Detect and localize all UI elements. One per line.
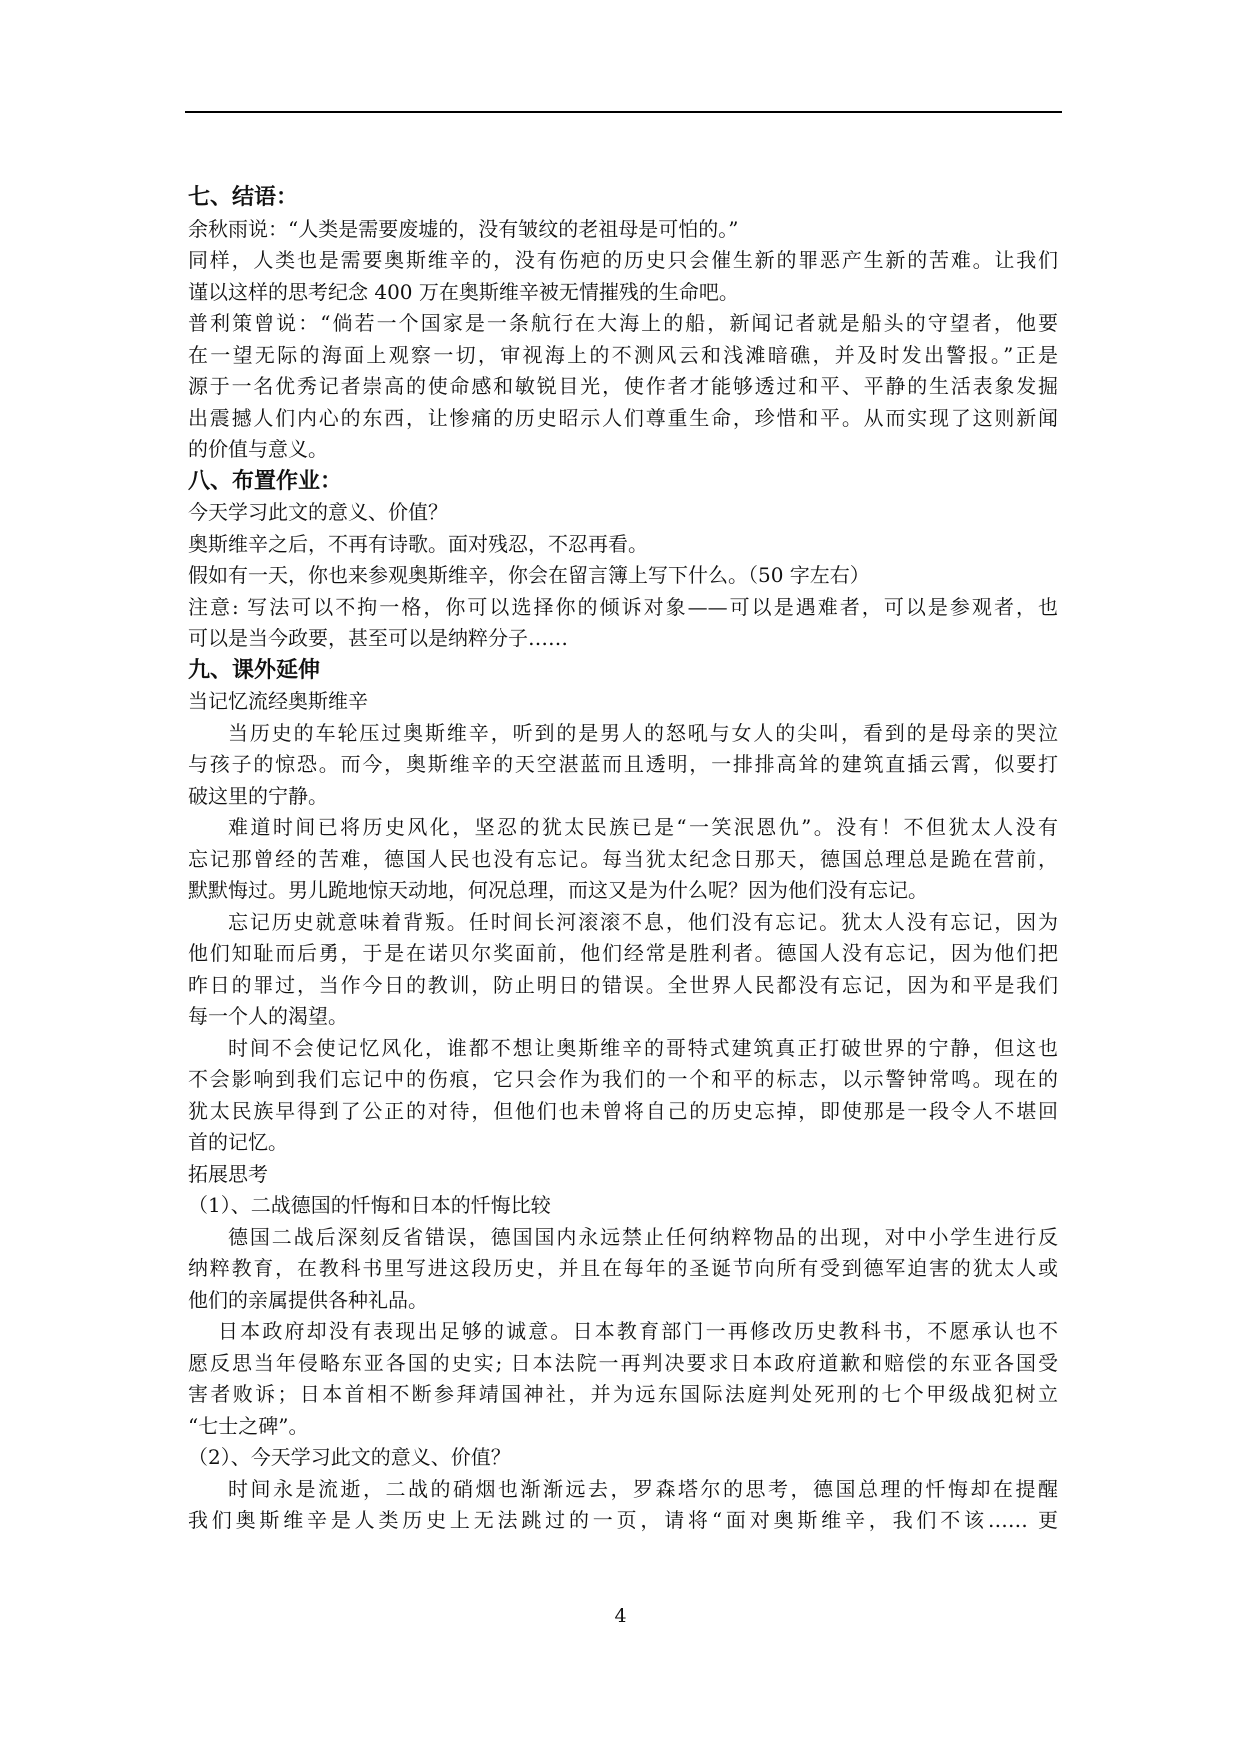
text-line: 日本政府却没有表现出足够的诚意。日本教育部门一再修改历史教科书，不愿承认也不	[218, 1319, 1058, 1343]
text-line: 他们的亲属提供各种礼品。	[188, 1287, 428, 1312]
text-line: 时间不会使记忆风化，谁都不想让奥斯维辛的哥特式建筑真正打破世界的宁静，但这也	[228, 1035, 1058, 1060]
section-heading: 七、结语：	[188, 185, 299, 210]
text-line: 在一望无际的海面上观察一切，审视海上的不测风云和浅滩暗礁，并及时发出警报。”正是	[188, 342, 1058, 367]
header-rule	[185, 111, 1062, 113]
text-line: 难道时间已将历史风化，坚忍的犹太民族已是“一笑泯恩仇”。没有！不但犹太人没有	[228, 815, 1058, 839]
text-line: 犹太民族早得到了公正的对待，但他们也未曾将自己的历史忘掉，即使那是一段令人不堪回	[188, 1098, 1058, 1123]
text-line: 注意: 写法可以不拘一格，你可以选择你的倾诉对象——可以是遇难者，可以是参观者，也	[188, 594, 1058, 619]
text-line: 忘记那曾经的苦难，德国人民也没有忘记。每当犹太纪念日那天，德国总理总是跪在营前，	[188, 846, 1058, 871]
text-line: 忘记历史就意味着背叛。任时间长河滚滚不息，他们没有忘记。犹太人没有忘记，因为	[228, 909, 1058, 934]
text-line: 与孩子的惊恐。而今，奥斯维辛的天空湛蓝而且透明，一排排高耸的建筑直插云霄，似要打	[188, 752, 1058, 776]
text-line: 愿反思当年侵略东亚各国的史实; 日本法院一再判决要求日本政府道歉和赔偿的东亚各国受	[188, 1350, 1058, 1375]
section-heading: 八、布置作业：	[188, 468, 343, 494]
section-heading: 九、课外延伸	[188, 657, 321, 683]
text-line: 假如有一天，你也来参观奥斯维辛，你会在留言簿上写下什么。（50 字左右）	[188, 563, 870, 587]
text-line: “七士之碑”。	[188, 1413, 309, 1438]
page-number: 4	[614, 1605, 627, 1627]
text-line: 今天学习此文的意义、价值？	[188, 500, 448, 524]
text-line: 他们知耻而后勇，于是在诺贝尔奖面前，他们经常是胜利者。德国人没有忘记，因为他们把	[188, 941, 1058, 965]
text-line: 破这里的宁静。	[188, 783, 328, 808]
text-line: 纳粹教育，在教科书里写进这段历史，并且在每年的圣诞节向所有受到德军迫害的犹太人或	[188, 1256, 1058, 1280]
text-line: 我们奥斯维辛是人类历史上无法跳过的一页，请将“面对奥斯维辛，我们不该…… 更	[188, 1508, 1058, 1532]
text-line: 的价值与意义。	[188, 437, 328, 461]
text-line: 首的记忆。	[188, 1130, 288, 1154]
text-line: 每一个人的渴望。	[188, 1004, 348, 1028]
text-line: 余秋雨说：“人类是需要废墟的，没有皱纹的老祖母是可怕的。”	[188, 216, 739, 241]
text-line: （1）、二战德国的忏悔和日本的忏悔比较	[188, 1193, 551, 1217]
text-line: 当记忆流经奥斯维辛	[188, 689, 368, 713]
document-body	[188, 182, 1058, 1537]
text-line: 拓展思考	[188, 1161, 268, 1186]
text-line: 当历史的车轮压过奥斯维辛，听到的是男人的怒吼与女人的尖叫，看到的是母亲的哭泣	[228, 720, 1058, 745]
text-line: 谨以这样的思考纪念 400 万在奥斯维辛被无情摧残的生命吧。	[188, 279, 739, 304]
text-line: 害者败诉；日本首相不断参拜靖国神社，并为远东国际法庭判处死刑的七个甲级战犯树立	[188, 1382, 1058, 1406]
text-line: 普利策曾说：“倘若一个国家是一条航行在大海上的船，新闻记者就是船头的守望者，他要	[188, 311, 1058, 335]
text-line: 时间永是流逝，二战的硝烟也渐渐远去，罗森塔尔的思考，德国总理的忏悔却在提醒	[228, 1476, 1058, 1501]
text-line: 不会影响到我们忘记中的伤痕，它只会作为我们的一个和平的标志，以示警钟常鸣。现在的	[188, 1067, 1058, 1091]
text-line: （2）、今天学习此文的意义、价值？	[188, 1445, 511, 1469]
text-line: 可以是当今政要，甚至可以是纳粹分子……	[188, 626, 568, 650]
text-line: 奥斯维辛之后，不再有诗歌。面对残忍，不忍再看。	[188, 531, 648, 556]
text-line: 同样，人类也是需要奥斯维辛的，没有伤疤的历史只会催生新的罪恶产生新的苦难。让我们	[188, 248, 1058, 272]
text-line: 源于一名优秀记者崇高的使命感和敏锐目光，使作者才能够透过和平、平静的生活表象发掘	[188, 374, 1058, 398]
text-line: 出震撼人们内心的东西，让惨痛的历史昭示人们尊重生命，珍惜和平。从而实现了这则新闻	[188, 405, 1058, 430]
text-line: 默默悔过。男儿跪地惊天动地，何况总理，而这又是为什么呢？因为他们没有忘记。	[188, 878, 928, 902]
text-line: 德国二战后深刻反省错误，德国国内永远禁止任何纳粹物品的出现，对中小学生进行反	[228, 1224, 1058, 1249]
text-line: 昨日的罪过，当作今日的教训，防止明日的错误。全世界人民都没有忘记，因为和平是我们	[188, 972, 1058, 997]
